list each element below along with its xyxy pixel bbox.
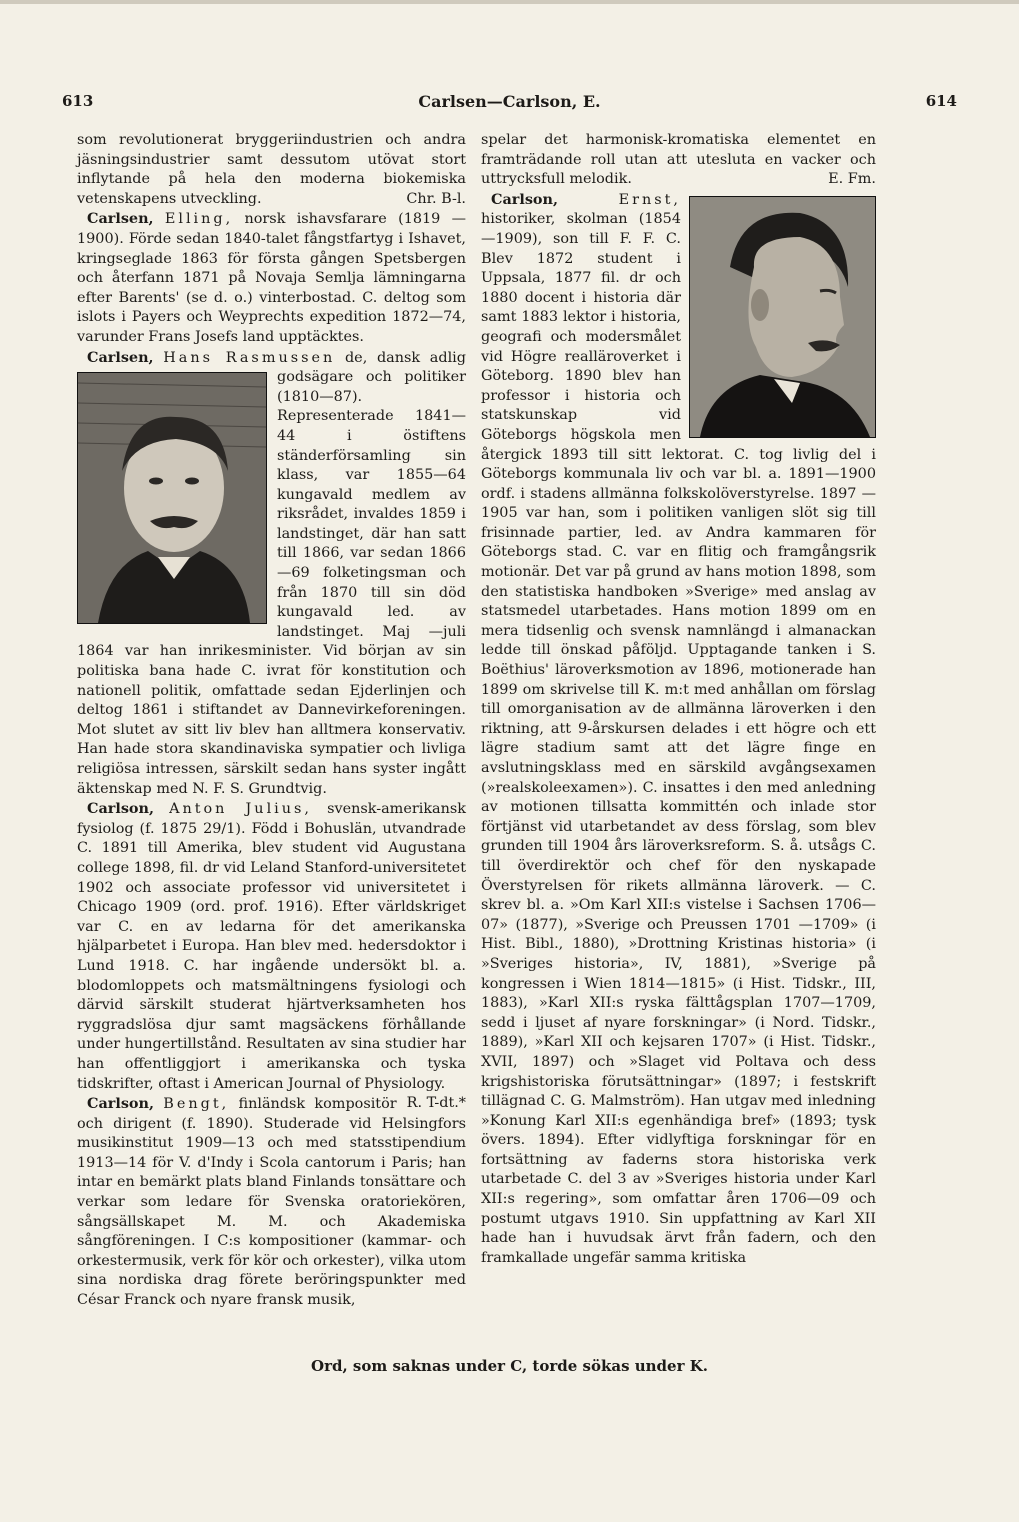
entry-given-name: Elling, <box>164 211 234 228</box>
entry-given-name: Bengt, <box>163 1096 230 1113</box>
entry-surname: Carlsen, <box>87 210 154 228</box>
author-signature: E. Fm. <box>828 171 876 188</box>
portrait-engraving-image <box>78 373 266 623</box>
entry-text: de, dansk adlig godsägare och politiker (1810—87). Representerade 1841—44 i östiftens ständerförsamling sin klass, var 1855—64 kungavald medlem av riksrådet, invaldes 1859 i landstinget, där han satt till 1866, var sedan 1866—69 folketingsman och från 1870 till sin död kungavald led. av landstinget. Maj —juli 1864 var han inrikesminister. Vid början av sin politiska bana hade C. ivrat för konstitution och nationell politik, omfattade sedan Ejderlinjen och deltog 1861 i stiftandet av Dannevirkeforeningen. Mot slutet av sitt liv blev han alltmera konservativ. Han hade stora skandinaviska sympatier och livliga religiösa intressen, särskilt sedan hans syster ingått äktenskap med N. F. S. Grundtvig. <box>77 349 466 797</box>
portrait-photo-image <box>690 197 875 437</box>
portrait-hans-rasmussen-carlsen <box>77 372 267 624</box>
page-header <box>62 92 957 120</box>
author-signature: R. T-dt.* <box>406 1095 466 1112</box>
entry-carlsen-hans <box>77 348 466 800</box>
entry-text: svensk-amerikansk fysiolog (f. 1875 29/1). Född i Bohuslän, utvandrade C. 1891 till Amerika, blev student vid Augustana college 1898, fil. dr vid Leland Stanford-universitetet 1902 och associate professor vid universitetet i Chicago 1909 (ord. prof. 1916). Efter världskriget var C. en av ledarna för det amerikanska hjälparbetet i Europa. Han blev med. hedersdoktor i Lund 1918. C. har ingående undersökt bl. a. blodomloppets och matsmältningens fysiologi och därvid särskilt studerat hjärtverksamheten hos ryggradslösa djur samt magsäckens förhållande under hungertillstånd. Resultaten av sina studier har han offentliggjort i amerikanska och tyska tidskrifter, oftast i American Journal of Physiology. <box>77 801 466 1092</box>
entry-surname: Carlson, <box>87 800 154 818</box>
entry-text: norsk ishavsfarare (1819 —1900). Förde sedan 1840-talet fångstfartyg i Ishavet, kringseglade 1863 för första gången Spetsbergen och återfann 1871 på Novaja Semlja lämningarna efter Barents' (se d. o.) vinterbostad. C. deltog som islots i Payers och Weyprechts expedition 1872—74, varunder Frans Josefs land upptäcktes. <box>77 211 466 345</box>
running-title: Carlsen—Carlson, E. <box>418 92 601 111</box>
paragraph-continuation: spelar det harmonisk-kromatiska elementet en framträdande roll utan att utesluta en vacker och uttrycksfull melodik. E. Fm. <box>481 131 876 190</box>
scan-edge <box>0 0 1019 4</box>
entry-surname: Carlson, <box>491 190 558 208</box>
portrait-ernst-carlson <box>689 196 876 438</box>
author-signature: Chr. B-l. <box>406 190 466 207</box>
left-column <box>77 131 466 1351</box>
entry-given-name: Anton Julius, <box>169 801 312 818</box>
right-column <box>481 131 876 1351</box>
footer-note: Ord, som saknas under C, torde sökas under K. <box>311 1357 708 1375</box>
entry-carlson-ernst <box>481 190 876 1269</box>
page-number-right: 614 <box>925 92 957 110</box>
entry-text: finländsk kompositör och dirigent (f. 1890). Studerade vid Helsingfors musikinstitut 1909—13 och med statsstipendium 1913—14 för V. d'Indy i Scola cantorum i Paris; han intar en bemärkt plats bland Finlands tonsättare och verkar som ledare för Svenska oratoriekören, sångsällskapet M. M. och Akademiska sångföreningen. I C:s kompositioner (kammar- och orkestermusik, verk för kör och orkester), vilka utom sina nordiska drag förete beröringspunkter med César Franck och nyare fransk musik, <box>77 1096 466 1309</box>
entry-carlson-bengt <box>77 1094 466 1311</box>
entry-text: historiker, skolman (1854 —1909), son till F. F. C. Blev 1872 student i Uppsala, 1877 fil. dr och 1880 docent i historia där samt 1883 lektor i historia, geografi och modersmålet vid Högre realläroverket i Göteborg. 1890 blev han professor i historia och statskunskap vid Göteborgs högskola men återgick 1893 till sitt lektorat. C. tog livlig del i Göteborgs kommunala liv och var bl. a. 1891—1900 ordf. i stadens allmänna folkskolöverstyrelse. 1897 —1905 var han, som i politiken vanligen slöt sig till frisinnade partier, led. av Andra kammaren för Göteborgs stad. C. var en flitig och framgångsrik motionär. Det var på grund av hans motion 1898, som den statistiska handboken »Sverige» med anslag av statsmedel utarbetades. Hans motion 1899 om en mera tidsenlig och svensk namnlängd i almanackan ledde till önskad påföljd. Upptagande tanken i S. Boëthius' läroverksmotion av 1896, motionerade han 1899 om skrivelse till K. m:t med anhållan om förslag till omorganisation av de allmänna läroverken i den riktning, att 9-årskursen delades i ett högre och ett lägre stadium samt att det lägre finge en avslutningsklass med en särskild avgångsexamen (»realskoleexamen»). C. insattes i den med anledning av motionen tillsatta kommittén och inlade stor förtjänst vid utarbetandet av dess förslag, som blev grunden till 1904 års läroverksreform. S. å. utsågs C. till överdirektör och chef för den nyskapade Överstyrelsen för rikets allmänna läroverk. — C. skrev bl. a. »Om Karl XII:s vistelse i Sachsen 1706—07» (1877), »Sverige och Preussen 1701 —1709» (i Hist. Bibl., 1880), »Drottning Kristinas historia» (i »Sveriges historia», IV, 1881), »Sverige på kongressen i Wien 1814—1815» (i Hist. Tidskr., III, 1883), »Karl XII:s ryska fälttågsplan 1707—1709, sedd i ljuset af nyare forskningar» (i Nord. Tidskr., 1889), »Karl XII och kejsaren 1707» (i Hist. Tidskr., XVII, 1897) och »Slaget vid Poltava och dess krigshistoriska förutsättningar» (1897; i festskrift tillägnad C. G. Malmström). Han utgav med inledning »Konung Karl XII:s egenhändiga bref» (1893; tysk övers. 1894). Efter vidlyftiga forskningar för en fortsättning av faderns stora historiska verk utarbetade C. del 3 av »Sveriges historia under Karl XII:s regering», som omfattar åren 1706—09 och postumt utgavs 1910. Sin uppfattning av Karl XII hade han i huvudsak ärvt från fadern, och den framkallade ungefär samma kritiska <box>481 211 876 1266</box>
entry-carlsen-elling <box>77 209 466 347</box>
page-number-left: 613 <box>62 92 94 110</box>
entry-surname: Carlson, <box>87 1095 154 1113</box>
paragraph-continuation: som revolutionerat bryggeriindustrien och andra jäsningsindustrier samt dessutom utövat stort inflytande på hela den moderna biokemiska vetenskapens utveckling. Chr. B-l. <box>77 131 466 209</box>
entry-given-name: Ernst, <box>618 191 681 208</box>
entry-surname: Carlsen, <box>87 348 154 366</box>
entry-given-name: Hans Rasmussen <box>163 349 336 366</box>
